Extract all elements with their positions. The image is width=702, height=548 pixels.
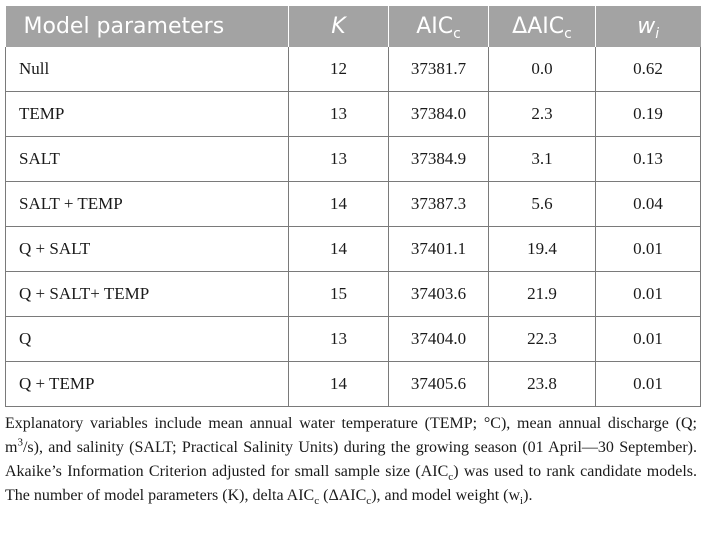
cell-delta-aic: 23.8 [489, 362, 596, 407]
header-row [6, 6, 701, 47]
cell-delta-aic: 3.1 [489, 137, 596, 182]
cell-k: 13 [289, 317, 389, 362]
cell-k: 13 [289, 137, 389, 182]
cell-k: 13 [289, 92, 389, 137]
table-row [6, 362, 701, 407]
cell-k: 14 [289, 182, 389, 227]
cell-model: Q + TEMP [6, 362, 289, 407]
table-row [6, 47, 701, 92]
table-row [6, 227, 701, 272]
header-model-parameters: Model parameters [6, 6, 289, 47]
cell-model: Null [6, 47, 289, 92]
cell-model: Q + SALT [6, 227, 289, 272]
table-row [6, 137, 701, 182]
table-row [6, 182, 701, 227]
cell-model: SALT + TEMP [6, 182, 289, 227]
cell-k: 14 [289, 227, 389, 272]
cell-aic: 37384.0 [389, 92, 489, 137]
cell-model: TEMP [6, 92, 289, 137]
table-row [6, 272, 701, 317]
cell-delta-aic: 0.0 [489, 47, 596, 92]
cell-delta-aic: 22.3 [489, 317, 596, 362]
table-footnote: Explanatory variables include mean annual water temperature (TEMP; °C), mean annual discharge (Q; $m^3/s$), and salinity (SALT; Practical Salinity Units) during the growing season (01 April—30 September). Akaike’s Information Criterion adjusted for small sample size $(AIC_c)$ was used to rank candidate models. The number of model parameters (K), delta $AIC_c$ $(\Delta AIC_c)$, and model weight $(w_i)$. [5, 415, 697, 508]
cell-delta-aic: 2.3 [489, 92, 596, 137]
header-aic: $AIC_c$ [389, 6, 489, 47]
cell-weight: 0.04 [596, 182, 701, 227]
cell-k: 12 [289, 47, 389, 92]
model-selection-table [5, 6, 701, 407]
header-weight: $w_i$ [596, 6, 701, 47]
cell-model: Q + SALT+ TEMP [6, 272, 289, 317]
cell-aic: 37404.0 [389, 317, 489, 362]
table-row [6, 92, 701, 137]
cell-model: Q [6, 317, 289, 362]
table-header [6, 6, 701, 47]
cell-aic: 37405.6 [389, 362, 489, 407]
cell-aic: 37384.9 [389, 137, 489, 182]
cell-k: 15 [289, 272, 389, 317]
table-body [6, 47, 701, 407]
cell-weight: 0.13 [596, 137, 701, 182]
header-k: K [289, 6, 389, 47]
cell-aic: 37403.6 [389, 272, 489, 317]
table-row [6, 317, 701, 362]
cell-aic: 37401.1 [389, 227, 489, 272]
cell-weight: 0.01 [596, 317, 701, 362]
cell-k: 14 [289, 362, 389, 407]
model-selection-table-container [5, 6, 700, 407]
cell-delta-aic: 19.4 [489, 227, 596, 272]
cell-aic: 37381.7 [389, 47, 489, 92]
cell-delta-aic: 21.9 [489, 272, 596, 317]
cell-weight: 0.19 [596, 92, 701, 137]
cell-model: SALT [6, 137, 289, 182]
cell-aic: 37387.3 [389, 182, 489, 227]
cell-weight: 0.01 [596, 227, 701, 272]
cell-weight: 0.01 [596, 272, 701, 317]
header-delta-aic: $\Delta AIC_c$ [489, 6, 596, 47]
cell-delta-aic: 5.6 [489, 182, 596, 227]
cell-weight: 0.62 [596, 47, 701, 92]
cell-weight: 0.01 [596, 362, 701, 407]
